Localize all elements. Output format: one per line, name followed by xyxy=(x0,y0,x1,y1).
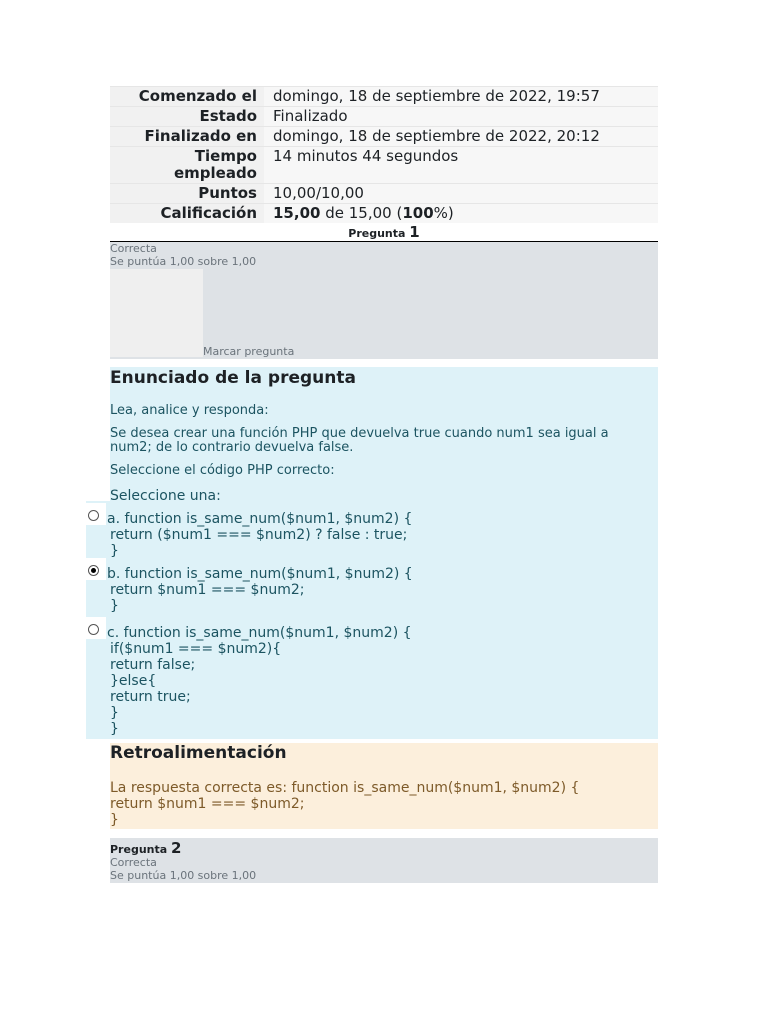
option-text: return false; xyxy=(110,657,196,673)
question-text: Se desea crear una función PHP que devuelva true cuando num1 sea igual a xyxy=(110,426,609,441)
radio-button[interactable] xyxy=(88,624,99,635)
summary-value: domingo, 18 de septiembre de 2022, 19:57 xyxy=(264,87,658,107)
answer-prompt: Seleccione una: xyxy=(110,488,221,504)
flag-icon[interactable] xyxy=(110,269,203,357)
summary-value: Finalizado xyxy=(264,107,658,127)
option-text: } xyxy=(110,721,119,737)
question-state: Correcta xyxy=(110,242,157,255)
summary-label: Comenzado el xyxy=(110,87,264,107)
grade-percent: 100 xyxy=(402,204,434,222)
summary-value: domingo, 18 de septiembre de 2022, 20:12 xyxy=(264,127,658,147)
question-state: Correcta xyxy=(110,856,157,869)
grade-mid: de 15,00 ( xyxy=(325,204,403,222)
question-grade: Se puntúa 1,00 sobre 1,00 xyxy=(110,255,257,268)
option-text: b. function is_same_num($num1, $num2) { xyxy=(107,566,413,582)
option-text: } xyxy=(110,543,119,559)
question-number: 1 xyxy=(409,223,420,241)
flag-question-link[interactable]: Marcar pregunta xyxy=(203,345,295,358)
feedback-box xyxy=(110,743,658,829)
option-text: return $num1 === $num2; xyxy=(110,582,305,598)
option-text: } xyxy=(110,705,119,721)
feedback-heading: Retroalimentación xyxy=(110,743,287,763)
question-grade: Se puntúa 1,00 sobre 1,00 xyxy=(110,869,257,882)
question-1-title xyxy=(110,224,658,242)
summary-value xyxy=(264,204,658,224)
question-2-info xyxy=(110,838,658,883)
question-text: num2; de lo contrario devuelva false. xyxy=(110,440,354,455)
summary-label: Tiempo empleado xyxy=(110,147,264,184)
question-2-title xyxy=(110,839,181,857)
summary-value: 10,00/10,00 xyxy=(264,184,658,204)
question-heading: Enunciado de la pregunta xyxy=(110,368,356,388)
option-text: }else{ xyxy=(110,673,157,689)
attempt-summary-table xyxy=(110,86,658,223)
question-text: Lea, analice y responda: xyxy=(110,403,269,418)
question-1-info xyxy=(110,242,658,359)
question-prefix: Pregunta xyxy=(110,843,168,856)
option-text: return true; xyxy=(110,689,191,705)
summary-label: Finalizado en xyxy=(110,127,264,147)
summary-row xyxy=(110,127,658,147)
feedback-text: La respuesta correcta es: function is_same_num($num1, $num2) { xyxy=(110,780,580,796)
radio-button[interactable] xyxy=(88,510,99,521)
feedback-text: return $num1 === $num2; xyxy=(110,796,305,812)
summary-row xyxy=(110,204,658,224)
option-text: c. function is_same_num($num1, $num2) { xyxy=(107,625,412,641)
summary-label: Estado xyxy=(110,107,264,127)
feedback-text: } xyxy=(110,812,119,828)
option-text: } xyxy=(110,598,119,614)
summary-value: 14 minutos 44 segundos xyxy=(264,147,658,184)
summary-label: Puntos xyxy=(110,184,264,204)
question-prefix: Pregunta xyxy=(348,227,406,240)
grade-score: 15,00 xyxy=(273,204,321,222)
question-1-content xyxy=(110,367,658,739)
question-text: Seleccione el código PHP correcto: xyxy=(110,463,335,478)
summary-row xyxy=(110,87,658,107)
option-text: if($num1 === $num2){ xyxy=(110,641,282,657)
summary-row xyxy=(110,184,658,204)
radio-button-selected[interactable] xyxy=(88,565,99,576)
summary-label: Calificación xyxy=(110,204,264,224)
option-text: return ($num1 === $num2) ? false : true; xyxy=(110,527,408,543)
grade-end: %) xyxy=(433,204,454,222)
summary-row xyxy=(110,147,658,184)
summary-row xyxy=(110,107,658,127)
option-text: a. function is_same_num($num1, $num2) { xyxy=(107,511,413,527)
question-number: 2 xyxy=(171,839,182,857)
